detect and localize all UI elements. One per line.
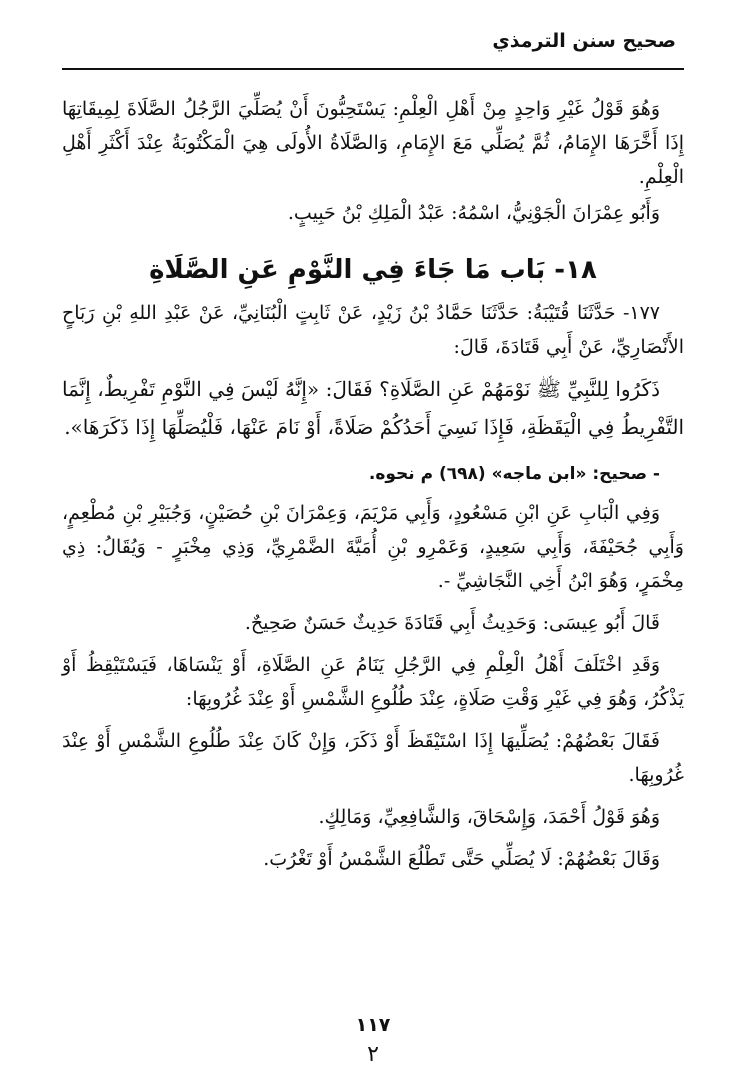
- header-divider: [62, 68, 684, 70]
- paragraph-first-opinion-holders: وَهُوَ قَوْلُ أَحْمَدَ، وَإِسْحَاقَ، وَالشَّافِعِيِّ، وَمَالِكٍ.: [318, 806, 660, 828]
- hadith-matn: ذَكَرُوا لِلنَّبِيِّ ﷺ نَوْمَهُمْ عَنِ الصَّلَاةِ؟ فَقَالَ: «إِنَّهُ لَيْسَ فِي النَّوْمِ تَفْرِيطٌ، إِنَّمَا التَّفْرِيطُ فِي الْيَقَظَةِ، فَإِذَا نَسِيَ أَحَدُكُمْ صَلَاةً، أَوْ نَامَ عَنْهَا، فَلْيُصَلِّهَا إِذَا ذَكَرَهَا».: [62, 377, 684, 439]
- chapter-heading: ١٨- بَاب مَا جَاءَ فِي النَّوْمِ عَنِ الصَّلَاةِ: [149, 255, 597, 285]
- paragraph-second-opinion: وَقَالَ بَعْضُهُمْ: لَا يُصَلِّي حَتَّى تَطْلُعَ الشَّمْسُ أَوْ تَغْرُبَ.: [263, 848, 660, 870]
- running-header-book-title: صحيح سنن الترمذي: [492, 30, 676, 52]
- paragraph-scholars-disagreement: وَقَدِ اخْتَلَفَ أَهْلُ الْعِلْمِ فِي الرَّجُلِ يَنَامُ عَنِ الصَّلَاةِ، أَوْ يَنْسَاهَا، فَيَسْتَيْقِظُ أَوْ يَذْكُرُ، وَهُوَ فِي غَيْرِ وَقْتِ صَلَاةٍ، عِنْدَ طُلُوعِ الشَّمْسِ أَوْ عِنْدَ غُرُوبِهَا:: [62, 654, 684, 710]
- paragraph-first-opinion: فَقَالَ بَعْضُهُمْ: يُصَلِّيهَا إِذَا اسْتَيْقَظَ أَوْ ذَكَرَ، وَإِنْ كَانَ عِنْدَ طُلُوعِ الشَّمْسِ أَوْ عِنْدَ غُرُوبِهَا.: [62, 730, 684, 786]
- paragraph-related-narrations: وَفِي الْبَابِ عَنِ ابْنِ مَسْعُودٍ، وَأَبِي مَرْيَمَ، وَعِمْرَانَ بْنِ حُصَيْنٍ، وَجُبَيْرِ بْنِ مُطْعِمٍ، وَأَبِي جُحَيْفَةَ، وَأَبِي سَعِيدٍ، وَعَمْرِو بْنِ أُمَيَّةَ الضَّمْرِيِّ، وَذِي مِخْبَرٍ - وَيُقَالُ: ذِي مِخْمَرٍ، وَهُوَ ابْنُ أَخِي النَّجَاشِيِّ -.: [62, 502, 684, 592]
- hadith-grading: - صحيح: «ابن ماجه» (٦٩٨) م نحوه.: [368, 464, 660, 484]
- hadith-isnad: ١٧٧- حَدَّثَنَا قُتَيْبَةُ: حَدَّثَنَا حَمَّادُ بْنُ زَيْدٍ، عَنْ ثَابِتٍ الْبُنَانِيِّ، عَنْ عَبْدِ اللهِ بْنِ رَبَاحٍ الأَنْصَارِيِّ، عَنْ أَبِي قَتَادَةَ، قَالَ:: [62, 302, 684, 358]
- signature-mark: ٢: [367, 1042, 379, 1067]
- paragraph-scholars-opinion: وَهُوَ قَوْلُ غَيْرِ وَاحِدٍ مِنْ أَهْلِ الْعِلْمِ: يَسْتَحِبُّونَ أَنْ يُصَلِّيَ الرَّجُلُ الصَّلَاةَ لِمِيقَاتِهَا إِذَا أَخَّرَهَا الإِمَامُ، ثُمَّ يُصَلِّي مَعَ الإِمَامِ، وَالصَّلَاةُ الأُولَى هِيَ الْمَكْتُوبَةُ عِنْدَ أَكْثَرِ أَهْلِ الْعِلْمِ.: [62, 98, 684, 188]
- paragraph-narrator-name: وَأَبُو عِمْرَانَ الْجَوْنِيُّ، اسْمُهُ: عَبْدُ الْمَلِكِ بْنُ حَبِيبٍ.: [287, 202, 660, 224]
- page-number: ١١٧: [355, 1014, 391, 1036]
- page-body: [62, 92, 684, 876]
- paragraph-abu-isa-verdict: قَالَ أَبُو عِيسَى: وَحَدِيثُ أَبِي قَتَادَةَ حَدِيثٌ حَسَنٌ صَحِيحٌ.: [244, 612, 660, 634]
